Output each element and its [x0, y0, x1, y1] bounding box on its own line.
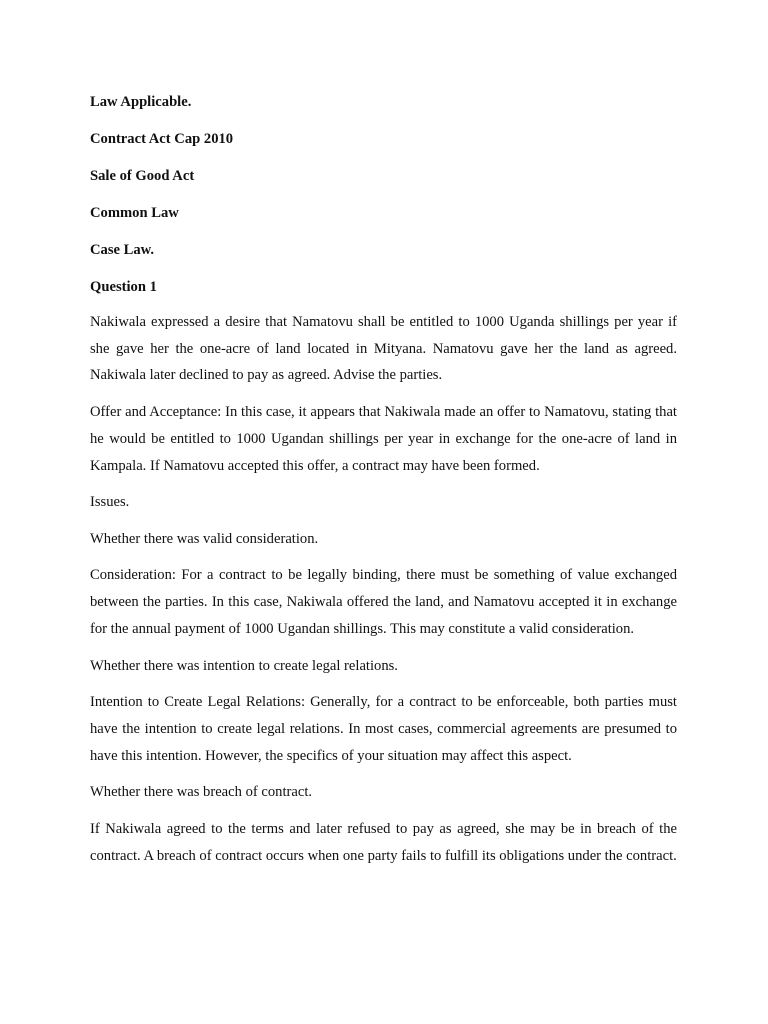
consideration-paragraph: Consideration: For a contract to be legally binding, there must be something of value exchanged between the parties. In this case, Nakiwala offered the land, and Namatovu accepted it in exchange for the annual payment of 1000 Ugandan shillings. This may constitute a valid consideration.: [90, 567, 677, 637]
heading-case-law: Case Law.: [90, 242, 155, 259]
heading-question-1: Question 1: [90, 279, 157, 296]
document-page: [90, 91, 677, 879]
offer-acceptance-paragraph: Offer and Acceptance: In this case, it appears that Nakiwala made an offer to Namatovu, stating that he would be entitled to 1000 Ugandan shillings per year in exchange for the one-acre of land in Kampala. If Namatovu accepted this offer, a contract may have been formed.: [90, 403, 677, 474]
breach-paragraph: If Nakiwala agreed to the terms and later refused to pay as agreed, she may be in breach of the contract. A breach of contract occurs when one party fails to fulfill its obligations under the contract.: [90, 820, 677, 864]
issue-intention: Whether there was intention to create legal relations.: [90, 657, 398, 674]
issues-label: Issues.: [90, 494, 130, 511]
intention-paragraph: Intention to Create Legal Relations: Generally, for a contract to be enforceable, both parties must have the intention to create legal relations. In most cases, commercial agreements are presumed to have this intention. However, the specifics of your situation may affect this aspect.: [90, 694, 677, 764]
issue-breach: Whether there was breach of contract.: [90, 784, 313, 801]
heading-common-law: Common Law: [90, 205, 179, 222]
issue-consideration: Whether there was valid consideration.: [90, 530, 319, 547]
question-text: Nakiwala expressed a desire that Namatovu shall be entitled to 1000 Uganda shillings per year if she gave her the one-acre of land located in Mityana. Namatovu gave her the land as agreed. Nakiwala later declined to pay as agreed. Advise the parties.: [90, 313, 677, 384]
heading-law-applicable: Law Applicable.: [90, 94, 192, 110]
heading-contract-act: Contract Act Cap 2010: [90, 131, 234, 148]
heading-sale-of-good-act: Sale of Good Act: [90, 168, 195, 185]
